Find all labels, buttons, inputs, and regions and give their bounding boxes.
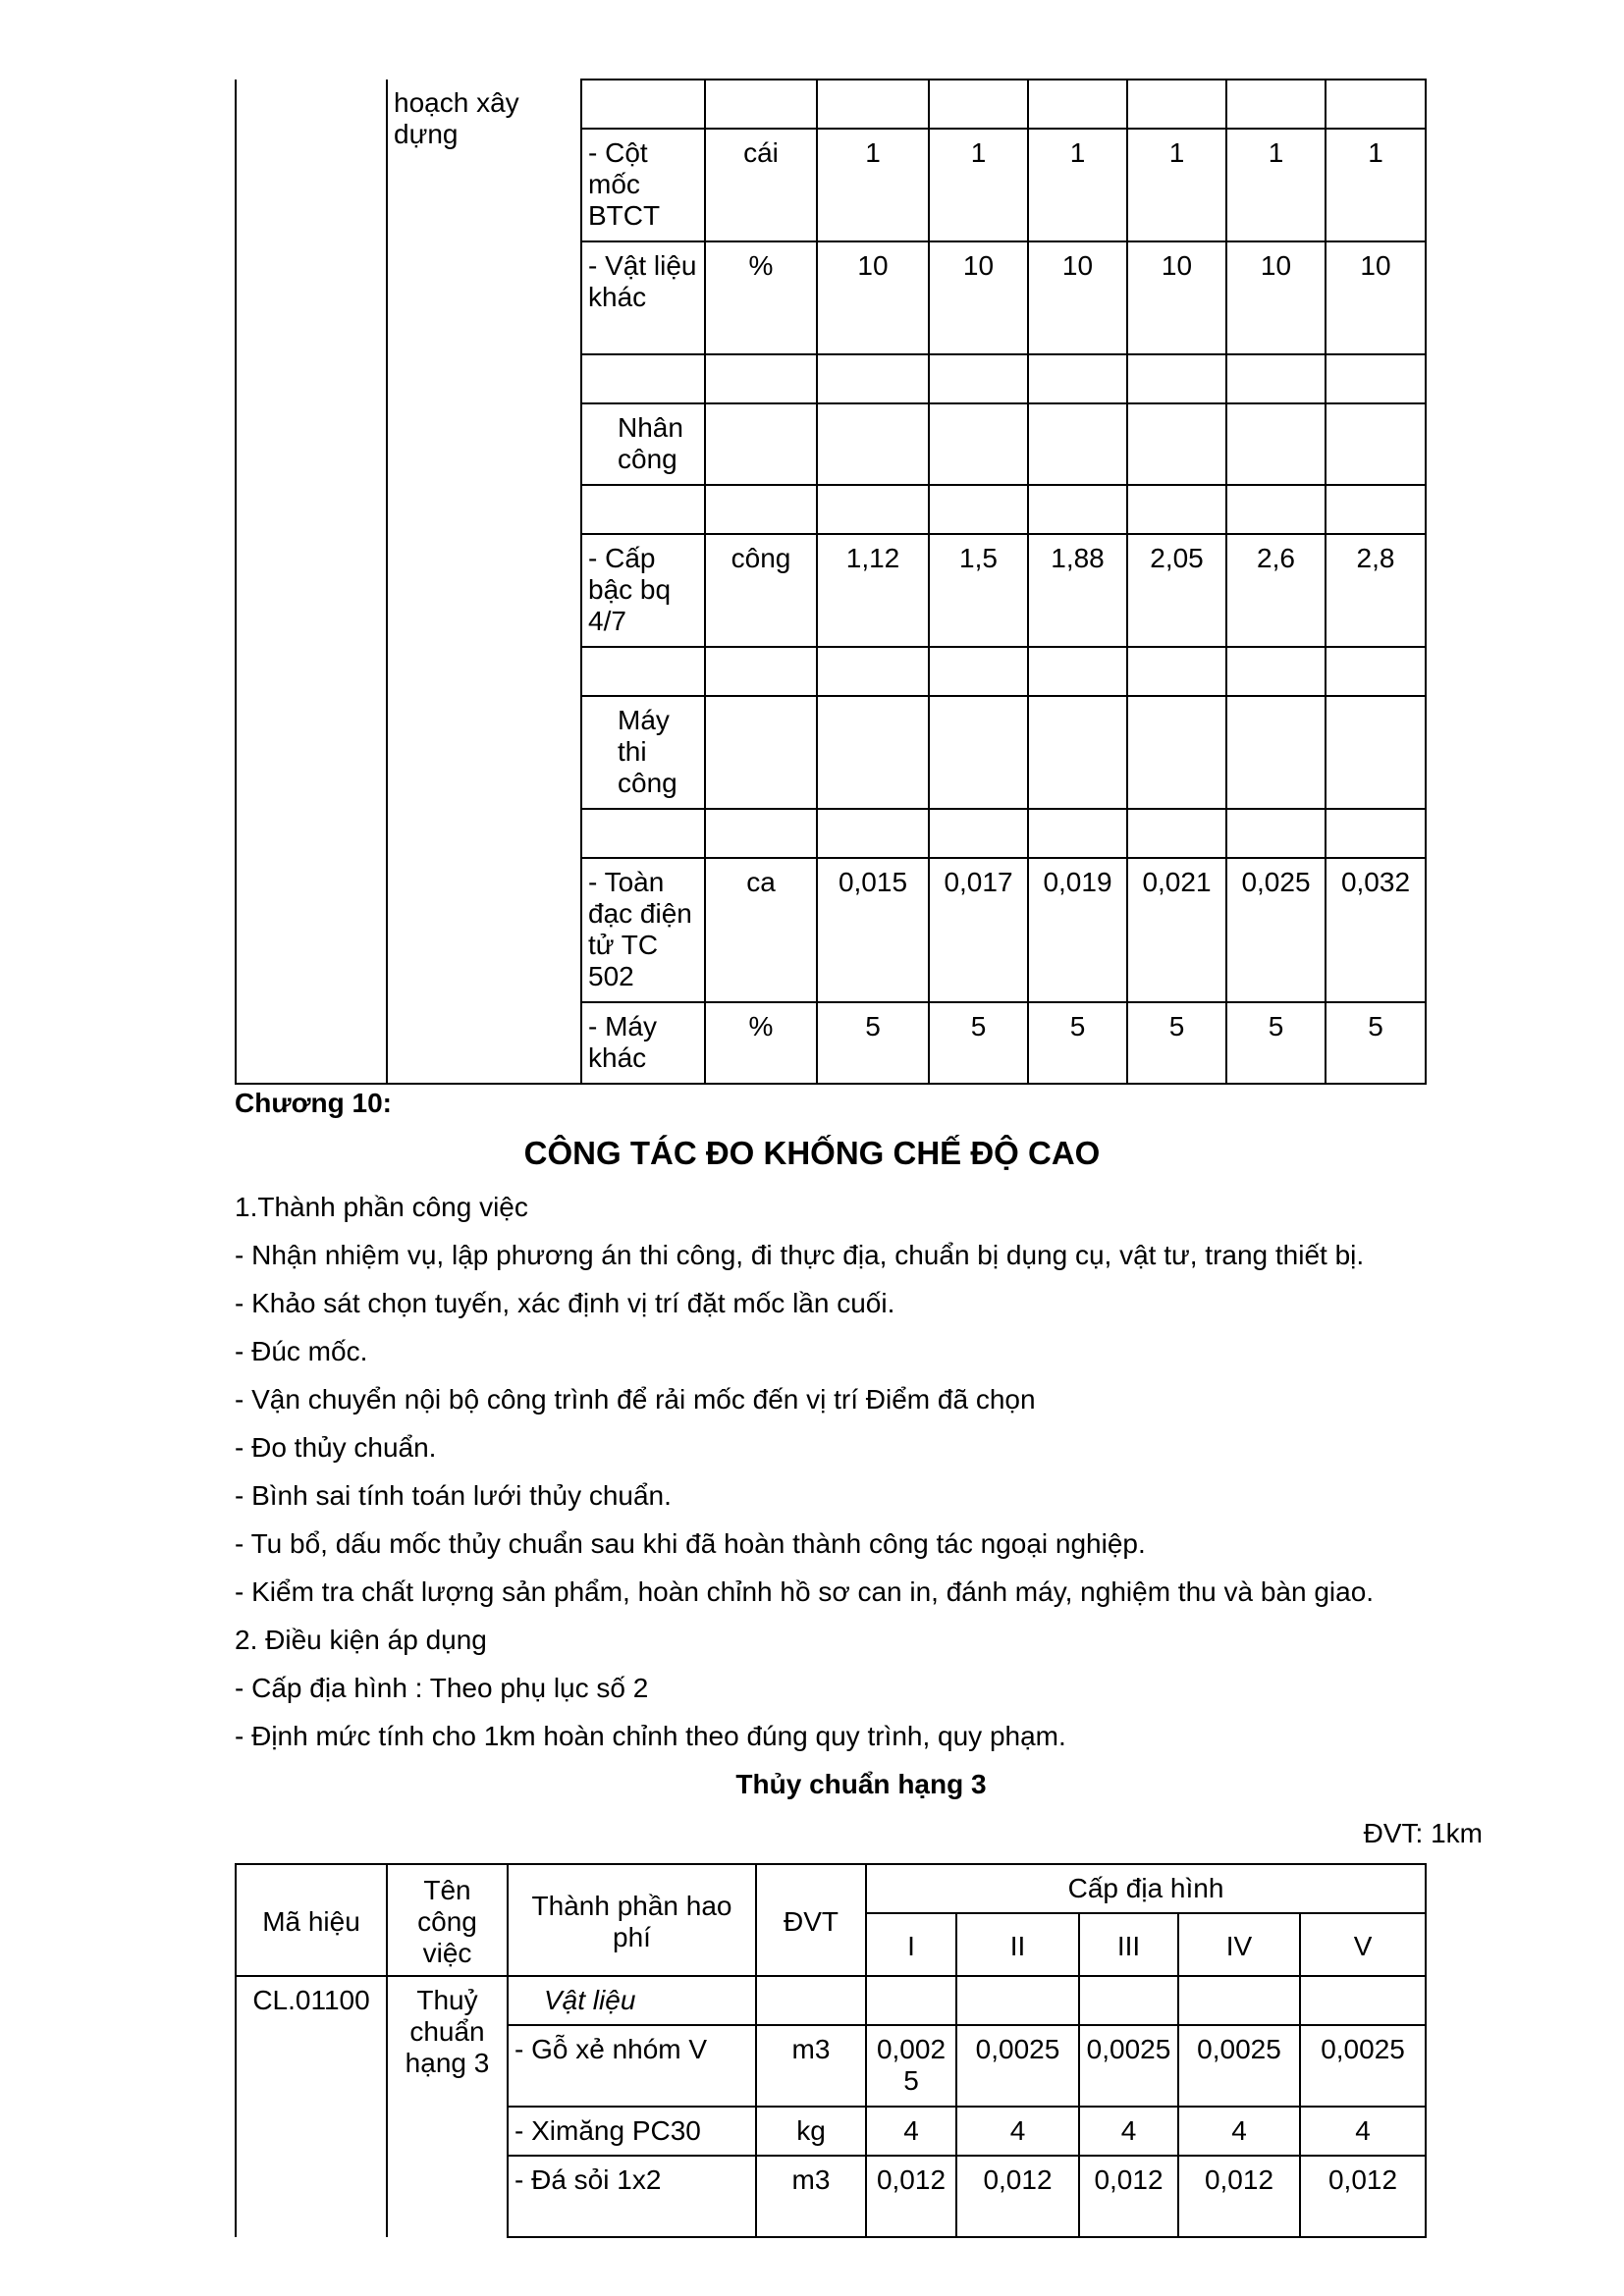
value-cell: 1: [817, 129, 929, 241]
list-item: - Đo thủy chuẩn.: [235, 1432, 437, 1463]
value-cell: [1326, 80, 1426, 129]
value-cell: [1226, 647, 1326, 696]
value-cell: [1226, 485, 1326, 534]
value-cell: 5: [1326, 1002, 1426, 1084]
code-cell: [236, 80, 387, 1084]
component-cell: - Ximăng PC30: [508, 2107, 756, 2156]
value-cell: [817, 80, 929, 129]
value-cell: 0,0025: [1300, 2025, 1426, 2107]
section-title: 1.Thành phần công việc: [235, 1192, 528, 1222]
unit-cell: [756, 1976, 866, 2025]
component-group-cell: Máy thi công: [581, 696, 705, 809]
value-cell: [1127, 485, 1226, 534]
component-cell: [581, 485, 705, 534]
value-cell: 4: [1300, 2107, 1426, 2156]
unit-note: ĐVT: 1km: [1363, 1818, 1483, 1848]
value-cell: 0,012: [1178, 2156, 1300, 2237]
value-cell: 10: [929, 241, 1028, 354]
value-cell: 4: [1079, 2107, 1178, 2156]
value-cell: [817, 485, 929, 534]
value-cell: 0,0025: [1079, 2025, 1178, 2107]
value-cell: [1300, 1976, 1426, 2025]
list-item: - Định mức tính cho 1km hoàn chỉnh theo đúng quy trình, quy phạm.: [235, 1721, 1066, 1751]
chapter-label: Chương 10:: [235, 1088, 392, 1118]
value-cell: [1028, 485, 1127, 534]
value-cell: [929, 485, 1028, 534]
value-cell: [929, 696, 1028, 809]
value-cell: 0,019: [1028, 858, 1127, 1002]
unit-cell: ca: [705, 858, 817, 1002]
value-cell: 0,021: [1127, 858, 1226, 1002]
header-work: Tên công việc: [387, 1864, 508, 1976]
list-item: - Nhận nhiệm vụ, lập phương án thi công, đi thực địa, chuẩn bị dụng cụ, vật tư, trang thiết bị.: [235, 1240, 1365, 1270]
unit-cell: công: [705, 534, 817, 647]
value-cell: 2,8: [1326, 534, 1426, 647]
value-cell: 10: [1226, 241, 1326, 354]
value-cell: 0,012: [1079, 2156, 1178, 2237]
value-cell: [1226, 696, 1326, 809]
value-cell: 0,032: [1326, 858, 1426, 1002]
header-grade-level: II: [956, 1913, 1079, 1976]
value-cell: [1028, 696, 1127, 809]
value-cell: [1028, 403, 1127, 485]
component-cell: - Vật liệu khác: [581, 241, 705, 354]
norm-table-leveling: [235, 1863, 1427, 2238]
value-cell: 1: [1226, 129, 1326, 241]
value-cell: 0,0025: [1178, 2025, 1300, 2107]
component-cell: [581, 809, 705, 858]
value-cell: 5: [1028, 1002, 1127, 1084]
value-cell: 0,0025: [866, 2025, 956, 2107]
unit-cell: [705, 403, 817, 485]
work-name-cell: Thuỷ chuẩn hạng 3: [387, 1976, 508, 2237]
unit-cell: [705, 485, 817, 534]
header-grade-level: IV: [1178, 1913, 1300, 1976]
value-cell: 0,012: [866, 2156, 956, 2237]
unit-cell: cái: [705, 129, 817, 241]
value-cell: 4: [866, 2107, 956, 2156]
value-cell: 2,05: [1127, 534, 1226, 647]
value-cell: 0,025: [1226, 858, 1326, 1002]
value-cell: 4: [1178, 2107, 1300, 2156]
value-cell: [1028, 809, 1127, 858]
value-cell: 1,88: [1028, 534, 1127, 647]
code-cell: CL.01100: [236, 1976, 387, 2237]
value-cell: [1127, 647, 1226, 696]
value-cell: 2,6: [1226, 534, 1326, 647]
value-cell: [1028, 80, 1127, 129]
value-cell: 5: [929, 1002, 1028, 1084]
component-cell: [581, 647, 705, 696]
value-cell: [817, 696, 929, 809]
value-cell: 10: [1127, 241, 1226, 354]
component-cell: - Cấp bậc bq 4/7: [581, 534, 705, 647]
value-cell: [817, 647, 929, 696]
unit-cell: %: [705, 241, 817, 354]
value-cell: 0,012: [956, 2156, 1079, 2237]
value-cell: 1: [1326, 129, 1426, 241]
value-cell: 1,12: [817, 534, 929, 647]
component-cell: [581, 80, 705, 129]
value-cell: 0,012: [1300, 2156, 1426, 2237]
unit-cell: [705, 809, 817, 858]
component-cell: - Đá sỏi 1x2: [508, 2156, 756, 2237]
value-cell: [866, 1976, 956, 2025]
value-cell: [1326, 647, 1426, 696]
component-cell: - Gỗ xẻ nhóm V: [508, 2025, 756, 2107]
component-cell: - Máy khác: [581, 1002, 705, 1084]
value-cell: 10: [817, 241, 929, 354]
unit-cell: m3: [756, 2156, 866, 2237]
value-cell: [929, 647, 1028, 696]
value-cell: [1079, 1976, 1178, 2025]
component-cell: [581, 354, 705, 403]
list-item: - Bình sai tính toán lưới thủy chuẩn.: [235, 1480, 672, 1511]
value-cell: [1127, 403, 1226, 485]
value-cell: 1,5: [929, 534, 1028, 647]
header-unit: ĐVT: [756, 1864, 866, 1976]
norm-table-continuation: [235, 79, 1427, 1085]
unit-cell: %: [705, 1002, 817, 1084]
value-cell: 5: [1127, 1002, 1226, 1084]
value-cell: [1326, 696, 1426, 809]
value-cell: 1: [929, 129, 1028, 241]
component-group-cell: Vật liệu: [508, 1976, 756, 2025]
value-cell: 10: [1326, 241, 1426, 354]
value-cell: 1: [1127, 129, 1226, 241]
header-component: Thành phần hao phí: [508, 1864, 756, 1976]
unit-cell: m3: [756, 2025, 866, 2107]
list-item: - Đúc mốc.: [235, 1336, 368, 1366]
unit-cell: [705, 696, 817, 809]
unit-cell: [705, 80, 817, 129]
value-cell: [1326, 403, 1426, 485]
value-cell: [1326, 809, 1426, 858]
header-grade: Cấp địa hình: [866, 1864, 1426, 1913]
component-cell: - Toàn đạc điện tử TC 502: [581, 858, 705, 1002]
value-cell: 5: [817, 1002, 929, 1084]
chapter-heading: CÔNG TÁC ĐO KHỐNG CHẾ ĐỘ CAO: [523, 1135, 1101, 1171]
value-cell: [1226, 354, 1326, 403]
value-cell: [929, 403, 1028, 485]
header-grade-level: V: [1300, 1913, 1426, 1976]
value-cell: [1028, 354, 1127, 403]
value-cell: [929, 354, 1028, 403]
header-grade-level: I: [866, 1913, 956, 1976]
value-cell: [1326, 485, 1426, 534]
value-cell: 0,017: [929, 858, 1028, 1002]
value-cell: 5: [1226, 1002, 1326, 1084]
value-cell: [1127, 809, 1226, 858]
value-cell: [929, 80, 1028, 129]
component-cell: - Cột mốc BTCT: [581, 129, 705, 241]
value-cell: [1226, 403, 1326, 485]
value-cell: [956, 1976, 1079, 2025]
value-cell: [817, 809, 929, 858]
value-cell: [817, 354, 929, 403]
unit-cell: [705, 354, 817, 403]
list-item: - Khảo sát chọn tuyến, xác định vị trí đặt mốc lần cuối.: [235, 1288, 895, 1318]
header-code: Mã hiệu: [236, 1864, 387, 1976]
value-cell: [1028, 647, 1127, 696]
unit-cell: [705, 647, 817, 696]
value-cell: [817, 403, 929, 485]
value-cell: [1127, 354, 1226, 403]
list-item: - Tu bổ, dấu mốc thủy chuẩn sau khi đã hoàn thành công tác ngoại nghiệp.: [235, 1528, 1146, 1559]
list-item: - Cấp địa hình : Theo phụ lục số 2: [235, 1673, 649, 1703]
value-cell: 10: [1028, 241, 1127, 354]
value-cell: 4: [956, 2107, 1079, 2156]
unit-cell: kg: [756, 2107, 866, 2156]
list-item: - Kiểm tra chất lượng sản phẩm, hoàn chỉnh hồ sơ can in, đánh máy, nghiệm thu và bàn giao.: [235, 1576, 1375, 1607]
value-cell: [1226, 809, 1326, 858]
section-title: 2. Điều kiện áp dụng: [235, 1625, 487, 1655]
table-title: Thủy chuẩn hạng 3: [735, 1769, 987, 1799]
value-cell: [929, 809, 1028, 858]
work-name-cell: hoạch xây dựng: [387, 80, 581, 1084]
component-group-cell: Nhân công: [581, 403, 705, 485]
value-cell: 1: [1028, 129, 1127, 241]
value-cell: 0,0025: [956, 2025, 1079, 2107]
value-cell: [1127, 696, 1226, 809]
value-cell: [1178, 1976, 1300, 2025]
header-grade-level: III: [1079, 1913, 1178, 1976]
list-item: - Vận chuyển nội bộ công trình để rải mốc đến vị trí Điểm đã chọn: [235, 1384, 1036, 1415]
value-cell: [1226, 80, 1326, 129]
value-cell: [1127, 80, 1226, 129]
value-cell: [1326, 354, 1426, 403]
value-cell: 0,015: [817, 858, 929, 1002]
